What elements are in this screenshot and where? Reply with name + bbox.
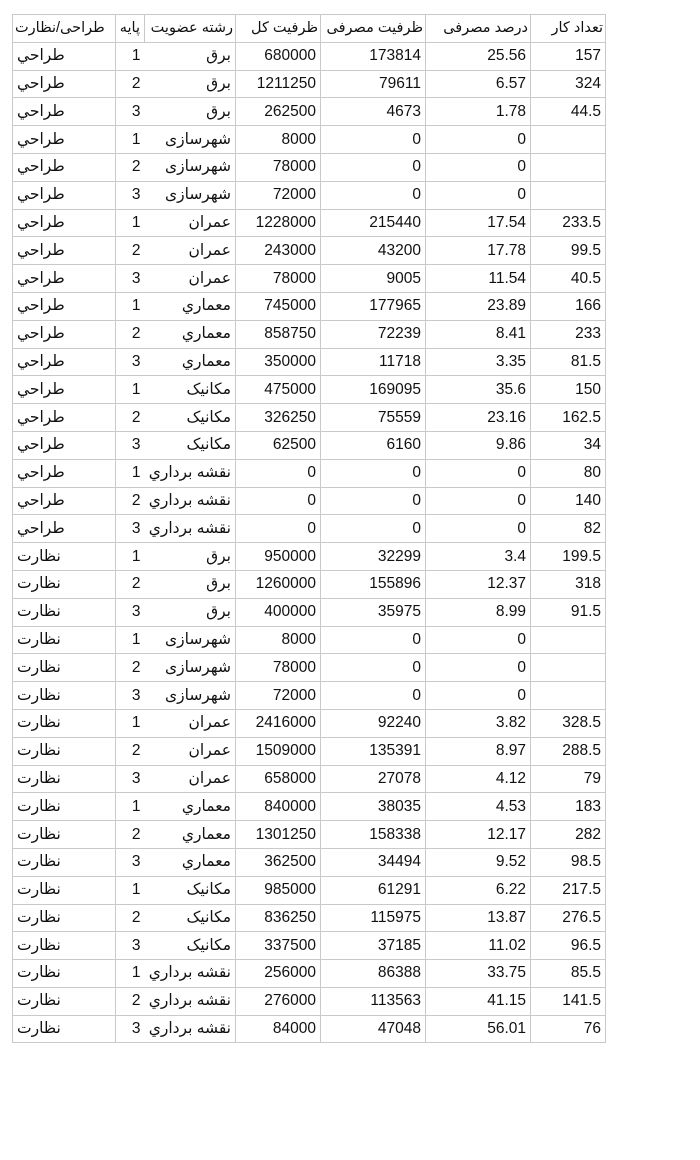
cell-work-count[interactable]: 183	[531, 793, 606, 821]
cell-type[interactable]: نظارت	[13, 848, 116, 876]
cell-used-capacity[interactable]: 115975	[321, 904, 426, 932]
cell-major[interactable]: مكانيک	[145, 404, 236, 432]
cell-used-percent[interactable]: 0	[426, 487, 531, 515]
cell-total-capacity[interactable]: 840000	[236, 793, 321, 821]
table-row	[13, 654, 606, 682]
table-row	[13, 98, 606, 126]
cell-work-count[interactable]: 44.5	[531, 98, 606, 126]
table-row	[13, 709, 606, 737]
cell-base[interactable]: 1	[116, 876, 145, 904]
cell-base[interactable]: 3	[116, 515, 145, 543]
cell-type[interactable]: طراحي	[13, 348, 116, 376]
cell-used-percent[interactable]: 11.02	[426, 932, 531, 960]
cell-used-capacity[interactable]: 173814	[321, 42, 426, 70]
cell-type[interactable]: طراحي	[13, 487, 116, 515]
cell-used-percent[interactable]: 0	[426, 459, 531, 487]
cell-used-percent[interactable]: 25.56	[426, 42, 531, 70]
cell-used-capacity[interactable]: 177965	[321, 292, 426, 320]
cell-major[interactable]: نقشه برداري	[145, 960, 236, 988]
cell-type[interactable]: نظارت	[13, 737, 116, 765]
cell-work-count[interactable]: 233	[531, 320, 606, 348]
cell-used-capacity[interactable]: 0	[321, 682, 426, 710]
cell-used-capacity[interactable]: 0	[321, 515, 426, 543]
cell-type[interactable]: طراحي	[13, 237, 116, 265]
cell-used-percent[interactable]: 1.78	[426, 98, 531, 126]
cell-base[interactable]: 2	[116, 737, 145, 765]
cell-used-percent[interactable]: 11.54	[426, 265, 531, 293]
cell-used-capacity[interactable]: 135391	[321, 737, 426, 765]
cell-major[interactable]: شهرسازی	[145, 654, 236, 682]
cell-major[interactable]: برق	[145, 570, 236, 598]
cell-work-count[interactable]	[531, 654, 606, 682]
cell-base[interactable]: 1	[116, 960, 145, 988]
cell-used-percent[interactable]: 8.97	[426, 737, 531, 765]
cell-total-capacity[interactable]: 78000	[236, 265, 321, 293]
cell-major[interactable]: معماري	[145, 292, 236, 320]
cell-type[interactable]: نظارت	[13, 654, 116, 682]
header-base[interactable]: پایه	[116, 15, 145, 43]
cell-used-percent[interactable]: 12.17	[426, 821, 531, 849]
cell-used-percent[interactable]: 6.57	[426, 70, 531, 98]
cell-base[interactable]: 2	[116, 570, 145, 598]
cell-work-count[interactable]: 324	[531, 70, 606, 98]
table-row	[13, 153, 606, 181]
cell-type[interactable]: نظارت	[13, 932, 116, 960]
cell-major[interactable]: عمران	[145, 265, 236, 293]
cell-used-percent[interactable]: 0	[426, 126, 531, 154]
table-row	[13, 598, 606, 626]
header-total-capacity[interactable]: ظرفیت کل	[236, 15, 321, 43]
cell-type[interactable]: طراحي	[13, 431, 116, 459]
table-row	[13, 626, 606, 654]
spreadsheet-sheet	[12, 14, 603, 1043]
cell-work-count[interactable]: 85.5	[531, 960, 606, 988]
cell-used-percent[interactable]: 8.41	[426, 320, 531, 348]
cell-type[interactable]: نظارت	[13, 598, 116, 626]
cell-major[interactable]: عمران	[145, 237, 236, 265]
cell-major[interactable]: مكانيک	[145, 376, 236, 404]
cell-total-capacity[interactable]: 1228000	[236, 209, 321, 237]
cell-major[interactable]: عمران	[145, 209, 236, 237]
cell-type[interactable]: طراحي	[13, 404, 116, 432]
cell-work-count[interactable]: 40.5	[531, 265, 606, 293]
cell-used-capacity[interactable]: 86388	[321, 960, 426, 988]
table-row	[13, 42, 606, 70]
cell-used-capacity[interactable]: 0	[321, 181, 426, 209]
cell-type[interactable]: نظارت	[13, 904, 116, 932]
cell-total-capacity[interactable]: 475000	[236, 376, 321, 404]
cell-type[interactable]: نظارت	[13, 793, 116, 821]
cell-major[interactable]: معماري	[145, 348, 236, 376]
cell-type[interactable]: طراحي	[13, 320, 116, 348]
cell-used-capacity[interactable]: 11718	[321, 348, 426, 376]
header-type[interactable]: طراحی/نظارت	[13, 15, 116, 43]
cell-used-percent[interactable]: 3.35	[426, 348, 531, 376]
cell-major[interactable]: شهرسازی	[145, 153, 236, 181]
cell-used-percent[interactable]: 4.53	[426, 793, 531, 821]
cell-used-capacity[interactable]: 34494	[321, 848, 426, 876]
cell-used-percent[interactable]: 41.15	[426, 987, 531, 1015]
cell-used-percent[interactable]: 17.54	[426, 209, 531, 237]
cell-total-capacity[interactable]: 350000	[236, 348, 321, 376]
cell-work-count[interactable]	[531, 153, 606, 181]
cell-total-capacity[interactable]: 78000	[236, 153, 321, 181]
cell-used-capacity[interactable]: 0	[321, 126, 426, 154]
table-row	[13, 765, 606, 793]
cell-work-count[interactable]: 166	[531, 292, 606, 320]
cell-used-percent[interactable]: 6.22	[426, 876, 531, 904]
cell-type[interactable]: نظارت	[13, 821, 116, 849]
cell-base[interactable]: 2	[116, 70, 145, 98]
cell-major[interactable]: نقشه برداري	[145, 1015, 236, 1043]
cell-base[interactable]: 2	[116, 404, 145, 432]
cell-type[interactable]: طراحي	[13, 70, 116, 98]
cell-major[interactable]: نقشه برداري	[145, 487, 236, 515]
cell-major[interactable]: مكانيک	[145, 932, 236, 960]
cell-type[interactable]: طراحي	[13, 209, 116, 237]
table-row	[13, 70, 606, 98]
cell-used-capacity[interactable]: 0	[321, 626, 426, 654]
cell-base[interactable]: 3	[116, 348, 145, 376]
cell-work-count[interactable]	[531, 126, 606, 154]
cell-base[interactable]: 1	[116, 126, 145, 154]
cell-used-percent[interactable]: 3.4	[426, 543, 531, 571]
cell-used-percent[interactable]: 4.12	[426, 765, 531, 793]
cell-type[interactable]: نظارت	[13, 960, 116, 988]
cell-type[interactable]: نظارت	[13, 626, 116, 654]
cell-work-count[interactable]: 140	[531, 487, 606, 515]
cell-base[interactable]: 1	[116, 626, 145, 654]
cell-used-percent[interactable]: 56.01	[426, 1015, 531, 1043]
cell-total-capacity[interactable]: 72000	[236, 181, 321, 209]
cell-used-capacity[interactable]: 61291	[321, 876, 426, 904]
cell-major[interactable]: مكانيک	[145, 904, 236, 932]
cell-used-capacity[interactable]: 4673	[321, 98, 426, 126]
cell-major[interactable]: معماري	[145, 320, 236, 348]
cell-major[interactable]: برق	[145, 70, 236, 98]
table-body	[13, 42, 606, 1043]
cell-used-percent[interactable]: 8.99	[426, 598, 531, 626]
cell-total-capacity[interactable]: 400000	[236, 598, 321, 626]
cell-major[interactable]: عمران	[145, 765, 236, 793]
cell-work-count[interactable]: 98.5	[531, 848, 606, 876]
table-row	[13, 904, 606, 932]
cell-total-capacity[interactable]: 84000	[236, 1015, 321, 1043]
cell-used-capacity[interactable]: 215440	[321, 209, 426, 237]
cell-used-capacity[interactable]: 0	[321, 654, 426, 682]
cell-total-capacity[interactable]: 337500	[236, 932, 321, 960]
cell-total-capacity[interactable]: 950000	[236, 543, 321, 571]
cell-type[interactable]: نظارت	[13, 876, 116, 904]
cell-major[interactable]: شهرسازی	[145, 126, 236, 154]
cell-type[interactable]: طراحي	[13, 515, 116, 543]
cell-base[interactable]: 2	[116, 821, 145, 849]
cell-work-count[interactable]: 288.5	[531, 737, 606, 765]
cell-base[interactable]: 1	[116, 709, 145, 737]
cell-work-count[interactable]	[531, 682, 606, 710]
table-row	[13, 376, 606, 404]
capacity-table	[12, 14, 606, 1043]
cell-base[interactable]: 1	[116, 793, 145, 821]
cell-base[interactable]: 3	[116, 181, 145, 209]
cell-type[interactable]: طراحي	[13, 376, 116, 404]
cell-used-percent[interactable]: 0	[426, 153, 531, 181]
cell-used-percent[interactable]: 17.78	[426, 237, 531, 265]
table-row	[13, 348, 606, 376]
cell-major[interactable]: عمران	[145, 709, 236, 737]
cell-used-percent[interactable]: 33.75	[426, 960, 531, 988]
table-row	[13, 737, 606, 765]
cell-total-capacity[interactable]: 8000	[236, 626, 321, 654]
cell-used-capacity[interactable]: 155896	[321, 570, 426, 598]
table-row	[13, 848, 606, 876]
cell-work-count[interactable]: 217.5	[531, 876, 606, 904]
cell-base[interactable]: 1	[116, 292, 145, 320]
cell-major[interactable]: نقشه برداري	[145, 987, 236, 1015]
cell-work-count[interactable]: 96.5	[531, 932, 606, 960]
cell-work-count[interactable]: 81.5	[531, 348, 606, 376]
cell-used-percent[interactable]: 0	[426, 515, 531, 543]
cell-used-capacity[interactable]: 113563	[321, 987, 426, 1015]
cell-work-count[interactable]: 76	[531, 1015, 606, 1043]
cell-used-percent[interactable]: 13.87	[426, 904, 531, 932]
cell-base[interactable]: 3	[116, 932, 145, 960]
cell-used-percent[interactable]: 23.16	[426, 404, 531, 432]
table-row	[13, 682, 606, 710]
header-work-count[interactable]: تعداد کار	[531, 15, 606, 43]
cell-base[interactable]: 3	[116, 431, 145, 459]
cell-major[interactable]: مكانيک	[145, 876, 236, 904]
cell-total-capacity[interactable]: 243000	[236, 237, 321, 265]
cell-work-count[interactable]: 80	[531, 459, 606, 487]
cell-total-capacity[interactable]: 1301250	[236, 821, 321, 849]
cell-used-capacity[interactable]: 43200	[321, 237, 426, 265]
cell-total-capacity[interactable]: 8000	[236, 126, 321, 154]
cell-used-percent[interactable]: 0	[426, 682, 531, 710]
cell-used-capacity[interactable]: 47048	[321, 1015, 426, 1043]
cell-major[interactable]: برق	[145, 598, 236, 626]
cell-used-percent[interactable]: 0	[426, 181, 531, 209]
cell-used-capacity[interactable]: 38035	[321, 793, 426, 821]
cell-type[interactable]: طراحي	[13, 181, 116, 209]
cell-type[interactable]: نظارت	[13, 709, 116, 737]
table-row	[13, 487, 606, 515]
cell-used-percent[interactable]: 0	[426, 626, 531, 654]
cell-major[interactable]: برق	[145, 98, 236, 126]
cell-major[interactable]: شهرسازی	[145, 626, 236, 654]
cell-work-count[interactable]: 276.5	[531, 904, 606, 932]
header-row	[13, 15, 606, 43]
cell-major[interactable]: عمران	[145, 737, 236, 765]
cell-base[interactable]: 3	[116, 682, 145, 710]
cell-base[interactable]: 1	[116, 459, 145, 487]
cell-total-capacity[interactable]: 680000	[236, 42, 321, 70]
cell-type[interactable]: طراحي	[13, 459, 116, 487]
cell-type[interactable]: طراحي	[13, 292, 116, 320]
cell-base[interactable]: 2	[116, 487, 145, 515]
cell-total-capacity[interactable]: 1260000	[236, 570, 321, 598]
cell-used-capacity[interactable]: 6160	[321, 431, 426, 459]
table-row	[13, 320, 606, 348]
table-row	[13, 126, 606, 154]
cell-total-capacity[interactable]: 836250	[236, 904, 321, 932]
table-row	[13, 404, 606, 432]
cell-major[interactable]: نقشه برداري	[145, 515, 236, 543]
cell-total-capacity[interactable]: 0	[236, 459, 321, 487]
cell-type[interactable]: نظارت	[13, 682, 116, 710]
cell-base[interactable]: 3	[116, 598, 145, 626]
cell-used-percent[interactable]: 9.52	[426, 848, 531, 876]
cell-used-capacity[interactable]: 75559	[321, 404, 426, 432]
cell-total-capacity[interactable]: 62500	[236, 431, 321, 459]
cell-base[interactable]: 2	[116, 320, 145, 348]
header-major[interactable]: رشته عضویت	[145, 15, 236, 43]
cell-type[interactable]: طراحي	[13, 126, 116, 154]
cell-used-capacity[interactable]: 158338	[321, 821, 426, 849]
cell-used-percent[interactable]: 9.86	[426, 431, 531, 459]
cell-total-capacity[interactable]: 745000	[236, 292, 321, 320]
cell-major[interactable]: برق	[145, 42, 236, 70]
cell-work-count[interactable]	[531, 626, 606, 654]
cell-type[interactable]: نظارت	[13, 1015, 116, 1043]
cell-major[interactable]: معماري	[145, 821, 236, 849]
cell-used-capacity[interactable]: 32299	[321, 543, 426, 571]
cell-major[interactable]: شهرسازی	[145, 181, 236, 209]
table-row	[13, 876, 606, 904]
cell-work-count[interactable]: 157	[531, 42, 606, 70]
cell-total-capacity[interactable]: 2416000	[236, 709, 321, 737]
cell-work-count[interactable]: 141.5	[531, 987, 606, 1015]
table-row	[13, 793, 606, 821]
cell-base[interactable]: 3	[116, 265, 145, 293]
cell-major[interactable]: برق	[145, 543, 236, 571]
header-used-capacity[interactable]: ظرفیت مصرفی	[321, 15, 426, 43]
table-row	[13, 237, 606, 265]
cell-base[interactable]: 3	[116, 765, 145, 793]
table-row	[13, 431, 606, 459]
cell-total-capacity[interactable]: 78000	[236, 654, 321, 682]
cell-type[interactable]: نظارت	[13, 987, 116, 1015]
cell-total-capacity[interactable]: 858750	[236, 320, 321, 348]
cell-base[interactable]: 3	[116, 98, 145, 126]
cell-base[interactable]: 1	[116, 42, 145, 70]
cell-used-capacity[interactable]: 0	[321, 487, 426, 515]
cell-total-capacity[interactable]: 326250	[236, 404, 321, 432]
cell-used-capacity[interactable]: 27078	[321, 765, 426, 793]
table-row	[13, 570, 606, 598]
cell-total-capacity[interactable]: 1509000	[236, 737, 321, 765]
cell-used-capacity[interactable]: 0	[321, 459, 426, 487]
table-row	[13, 960, 606, 988]
cell-base[interactable]: 1	[116, 543, 145, 571]
cell-total-capacity[interactable]: 985000	[236, 876, 321, 904]
cell-work-count[interactable]: 79	[531, 765, 606, 793]
cell-base[interactable]: 3	[116, 848, 145, 876]
cell-used-percent[interactable]: 0	[426, 654, 531, 682]
table-row	[13, 515, 606, 543]
cell-total-capacity[interactable]: 262500	[236, 98, 321, 126]
cell-used-capacity[interactable]: 0	[321, 153, 426, 181]
cell-base[interactable]: 1	[116, 376, 145, 404]
cell-total-capacity[interactable]: 72000	[236, 682, 321, 710]
cell-total-capacity[interactable]: 658000	[236, 765, 321, 793]
cell-type[interactable]: نظارت	[13, 765, 116, 793]
table-row	[13, 209, 606, 237]
cell-used-capacity[interactable]: 169095	[321, 376, 426, 404]
cell-base[interactable]: 2	[116, 237, 145, 265]
cell-major[interactable]: معماري	[145, 793, 236, 821]
cell-used-percent[interactable]: 3.82	[426, 709, 531, 737]
cell-work-count[interactable]: 82	[531, 515, 606, 543]
table-row	[13, 987, 606, 1015]
cell-work-count[interactable]: 34	[531, 431, 606, 459]
cell-type[interactable]: نظارت	[13, 570, 116, 598]
cell-type[interactable]: طراحي	[13, 265, 116, 293]
cell-work-count[interactable]: 328.5	[531, 709, 606, 737]
cell-used-capacity[interactable]: 72239	[321, 320, 426, 348]
cell-total-capacity[interactable]: 362500	[236, 848, 321, 876]
table-row	[13, 821, 606, 849]
cell-base[interactable]: 3	[116, 1015, 145, 1043]
cell-work-count[interactable]: 150	[531, 376, 606, 404]
cell-base[interactable]: 2	[116, 987, 145, 1015]
cell-major[interactable]: مكانيک	[145, 431, 236, 459]
cell-work-count[interactable]: 99.5	[531, 237, 606, 265]
cell-total-capacity[interactable]: 0	[236, 487, 321, 515]
cell-work-count[interactable]: 233.5	[531, 209, 606, 237]
cell-work-count[interactable]: 282	[531, 821, 606, 849]
cell-type[interactable]: طراحي	[13, 42, 116, 70]
cell-work-count[interactable]: 199.5	[531, 543, 606, 571]
header-used-percent[interactable]: درصد مصرفی	[426, 15, 531, 43]
cell-base[interactable]: 2	[116, 153, 145, 181]
cell-type[interactable]: نظارت	[13, 543, 116, 571]
cell-used-capacity[interactable]: 9005	[321, 265, 426, 293]
cell-work-count[interactable]: 91.5	[531, 598, 606, 626]
table-row	[13, 1015, 606, 1043]
cell-used-capacity[interactable]: 79611	[321, 70, 426, 98]
cell-total-capacity[interactable]: 276000	[236, 987, 321, 1015]
cell-total-capacity[interactable]: 1211250	[236, 70, 321, 98]
table-row	[13, 932, 606, 960]
cell-total-capacity[interactable]: 0	[236, 515, 321, 543]
cell-used-percent[interactable]: 12.37	[426, 570, 531, 598]
cell-used-capacity[interactable]: 35975	[321, 598, 426, 626]
cell-used-capacity[interactable]: 92240	[321, 709, 426, 737]
cell-base[interactable]: 1	[116, 209, 145, 237]
cell-major[interactable]: معماري	[145, 848, 236, 876]
table-row	[13, 292, 606, 320]
cell-work-count[interactable]	[531, 181, 606, 209]
cell-major[interactable]: شهرسازی	[145, 682, 236, 710]
cell-base[interactable]: 2	[116, 904, 145, 932]
cell-major[interactable]: نقشه برداري	[145, 459, 236, 487]
table-row	[13, 459, 606, 487]
table-row	[13, 181, 606, 209]
cell-base[interactable]: 2	[116, 654, 145, 682]
cell-total-capacity[interactable]: 256000	[236, 960, 321, 988]
cell-work-count[interactable]: 318	[531, 570, 606, 598]
table-row	[13, 265, 606, 293]
cell-used-percent[interactable]: 35.6	[426, 376, 531, 404]
cell-used-capacity[interactable]: 37185	[321, 932, 426, 960]
cell-used-percent[interactable]: 23.89	[426, 292, 531, 320]
cell-type[interactable]: طراحي	[13, 98, 116, 126]
cell-type[interactable]: طراحي	[13, 153, 116, 181]
table-row	[13, 543, 606, 571]
cell-work-count[interactable]: 162.5	[531, 404, 606, 432]
